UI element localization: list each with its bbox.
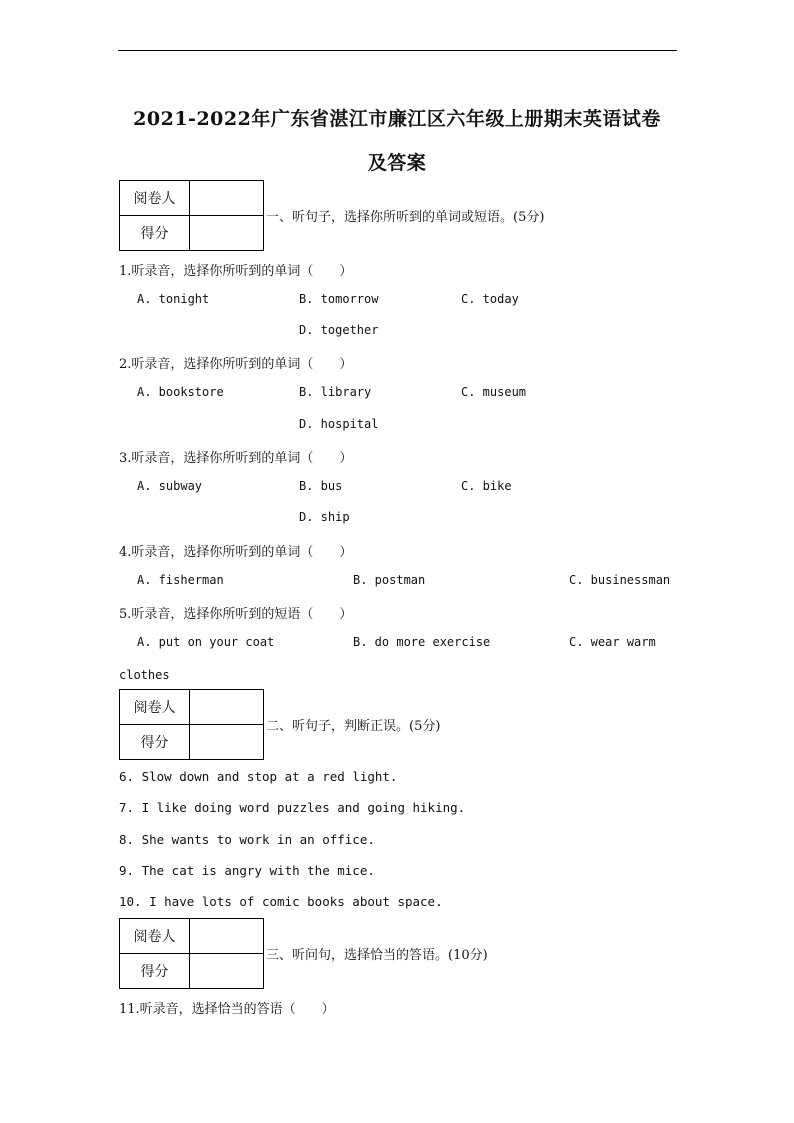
q4-option-a[interactable]: A. fisherman xyxy=(137,573,224,587)
q1-option-c[interactable]: C. today xyxy=(461,292,519,306)
question-5: 5.听录音，选择你所听到的短语（ ） xyxy=(119,607,353,622)
page-title-line1: 2021-2022年广东省湛江市廉江区六年级上册期末英语试卷 xyxy=(133,108,661,130)
grader-label: 阅卷人 xyxy=(120,181,190,216)
score-box[interactable] xyxy=(190,954,264,989)
score-table-1 xyxy=(119,180,264,251)
score-table-2 xyxy=(119,689,264,760)
q5-option-c-wrap: clothes xyxy=(119,668,170,682)
page-title-line2: 及答案 xyxy=(367,152,427,174)
q2-option-b[interactable]: B. library xyxy=(299,385,372,399)
grader-box[interactable] xyxy=(190,181,264,216)
question-1: 1.听录音，选择你所听到的单词（ ） xyxy=(119,264,353,279)
question-4: 4.听录音，选择你所听到的单词（ ） xyxy=(119,545,353,560)
header-rule xyxy=(118,50,677,51)
grader-box[interactable] xyxy=(190,690,264,725)
q3-option-d[interactable]: D. ship xyxy=(299,510,350,524)
statement-7: 7. I like doing word puzzles and going hiking. xyxy=(119,800,466,815)
q1-option-b[interactable]: B. tomorrow xyxy=(299,292,379,306)
score-box[interactable] xyxy=(190,725,264,760)
q1-option-a[interactable]: A. tonight xyxy=(137,292,210,306)
grader-box[interactable] xyxy=(190,919,264,954)
grader-label: 阅卷人 xyxy=(120,690,190,725)
q2-option-a[interactable]: A. bookstore xyxy=(137,385,224,399)
q3-option-c[interactable]: C. bike xyxy=(461,479,512,493)
q5-option-c[interactable]: C. wear warm xyxy=(569,635,656,649)
statement-6: 6. Slow down and stop at a red light. xyxy=(119,769,398,784)
section-2-heading: 二、听句子，判断正误。(5分) xyxy=(266,719,441,734)
score-box[interactable] xyxy=(190,216,264,251)
statement-10: 10. I have lots of comic books about space. xyxy=(119,894,443,909)
statement-8: 8. She wants to work in an office. xyxy=(119,832,375,847)
q2-option-c[interactable]: C. museum xyxy=(461,385,527,399)
statement-9: 9. The cat is angry with the mice. xyxy=(119,863,375,878)
q5-option-a[interactable]: A. put on your coat xyxy=(137,635,275,649)
score-label: 得分 xyxy=(120,216,190,251)
question-3: 3.听录音，选择你所听到的单词（ ） xyxy=(119,451,353,466)
question-2: 2.听录音，选择你所听到的单词（ ） xyxy=(119,357,353,372)
score-label: 得分 xyxy=(120,725,190,760)
q3-option-a[interactable]: A. subway xyxy=(137,479,203,493)
grader-label: 阅卷人 xyxy=(120,919,190,954)
q5-option-b[interactable]: B. do more exercise xyxy=(353,635,491,649)
question-11: 11.听录音，选择恰当的答语（ ） xyxy=(119,1002,335,1017)
section-3-heading: 三、听问句，选择恰当的答语。(10分) xyxy=(266,948,488,963)
section-1-heading: 一、听句子，选择你所听到的单词或短语。(5分) xyxy=(266,210,545,225)
q1-option-d[interactable]: D. together xyxy=(299,323,379,337)
q2-option-d[interactable]: D. hospital xyxy=(299,417,379,431)
score-table-3 xyxy=(119,918,264,989)
q3-option-b[interactable]: B. bus xyxy=(299,479,343,493)
q4-option-b[interactable]: B. postman xyxy=(353,573,426,587)
score-label: 得分 xyxy=(120,954,190,989)
q4-option-c[interactable]: C. businessman xyxy=(569,573,671,587)
